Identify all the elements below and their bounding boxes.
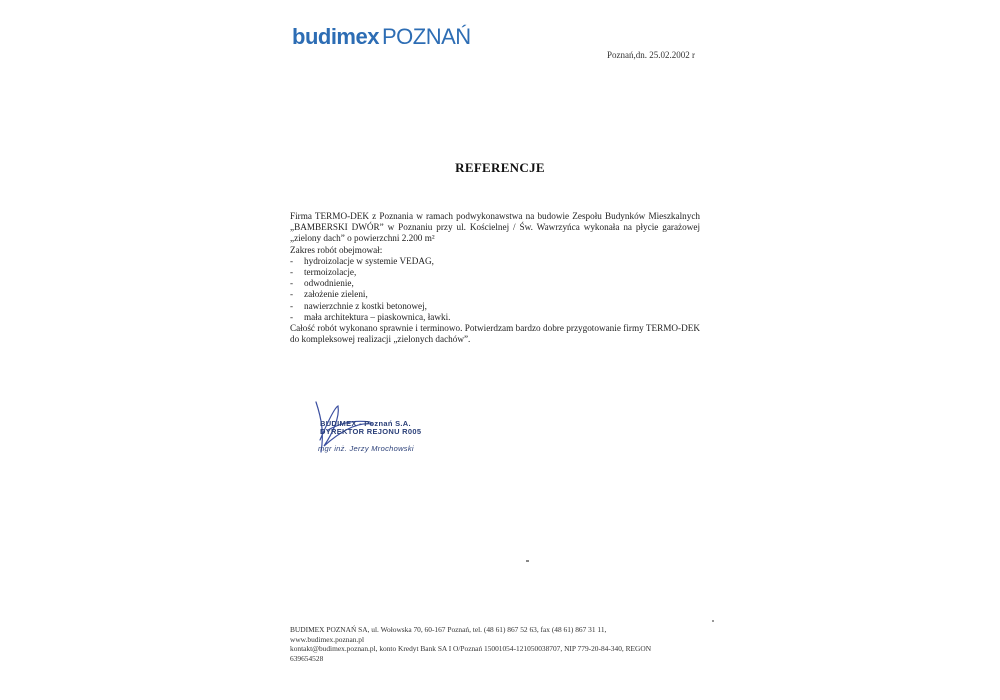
scan-speck — [712, 620, 714, 622]
company-logo — [292, 26, 471, 48]
footer-website: www.budimex.poznan.pl — [290, 634, 365, 644]
scan-speck — [526, 560, 529, 562]
stamp-company: BUDIMEX - Poznań S.A. — [320, 419, 411, 428]
document-title: REFERENCJE — [455, 160, 545, 175]
logo-brand: budimex — [292, 24, 379, 49]
list-item: - odwodnienie, — [290, 278, 700, 289]
list-item: - hydroizolacje w systemie VEDAG, — [290, 256, 700, 267]
scope-list — [290, 256, 700, 323]
scope-label: Zakres robót obejmował: — [290, 244, 383, 255]
closing-paragraph: Całość robót wykonano sprawnie i terminowo. Potwierdzam bardzo dobre przygotowanie firmy TERMO-DEK do kompleksowej realizacji „zielonych dachów”. — [290, 323, 700, 345]
letter-footer — [290, 625, 710, 663]
stamp-signatory: mgr inż. Jerzy Mrochowski — [318, 444, 414, 453]
intro-paragraph: Firma TERMO-DEK z Poznania w ramach podwykonawstwa na budowie Zespołu Budynków Mieszkalnych „BAMBERSKI DWÓR” w Poznaniu przy ul. Kościelnej / Św. Wawrzyńca wykonała na płycie garażowej „zielony dach” o powierzchni 2.200 m² — [290, 211, 700, 244]
footer-regon: 639654528 — [290, 653, 324, 663]
footer-address: BUDIMEX POZNAŃ SA, ul. Wołowska 70, 60-167 Poznań, tel. (48 61) 867 52 63, fax (48 61) 867 31 11, — [290, 625, 607, 634]
letter-date: Poznań,dn. 25.02.2002 r — [607, 50, 695, 60]
letter-body — [290, 211, 700, 345]
list-item: - termoizolacje, — [290, 267, 700, 278]
stamp-position: DYREKTOR REJONU R005 — [320, 427, 422, 436]
list-item: - założenie zieleni, — [290, 289, 700, 300]
logo-city: POZNAŃ — [381, 24, 471, 49]
footer-bank: kontakt@budimex.poznan.pl, konto Kredyt Bank SA I O/Poznań 15001054-121050038707, NIP 779-20-84-340, REGON — [290, 644, 652, 654]
list-item: - nawierzchnie z kostki betonowej, — [290, 301, 700, 312]
list-item: - mała architektura – piaskownica, ławki. — [290, 312, 700, 323]
